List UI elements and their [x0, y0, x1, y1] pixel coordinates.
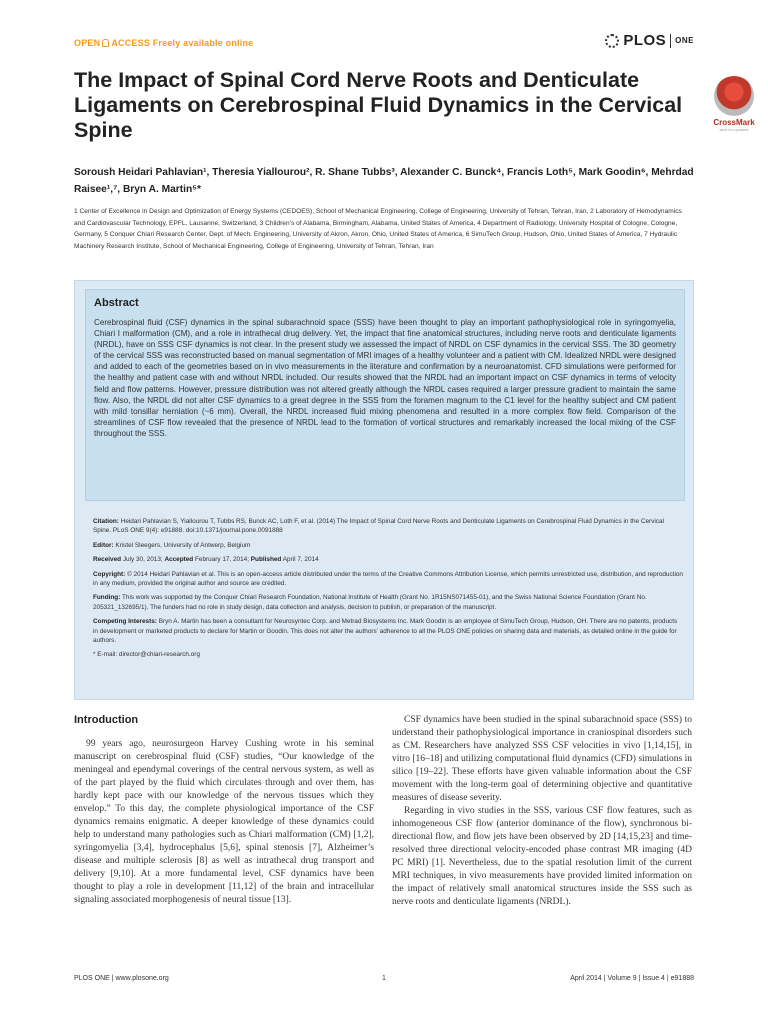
- funding: Funding: This work was supported by the Conquer Chiari Research Foundation, National Institute of Health (Grant No. 1R15NS071455-01), and the Swiss National Science Foundation (Grant No. 205321_132695/1). The funders had no role in study design, data collection and analysis, decision to publish, or preparation of the manuscript.: [93, 594, 647, 611]
- abstract-panel: [85, 289, 685, 501]
- page-number: 1: [382, 975, 386, 982]
- abstract-text: Cerebrospinal fluid (CSF) dynamics in the spinal subarachnoid space (SSS) have been thought to play an important pathophysiological role in syringomyelia, Chiari I malformation (CM), and a role in intrathecal drug delivery. Yet, the impact that fine anatomical structures, including nerve roots and denticulate ligaments (NRDL), have on SSS CSF dynamics is not clear. In the present study we assessed the impact of NRDL on CSF dynamics in the cervical SSS. The 3D geometry of the cervical SSS was reconstructed based on manual segmentation of MRI images of a healthy volunteer and a patient with CM. Idealized NRDL were designed and added to each of the geometries based on in vivo measurements in the literature and confirmation by a neuroanatomist. CFD simulations were performed for the healthy and patient case with and without NRDL included. Our results showed that the NRDL had an important impact on CSF dynamics in terms of velocity field and flow patterns. However, pressure distribution was not altered greatly although the NRDL cases required a larger pressure gradient to maintain the same flow. Also, the NRDL did not alter CSF dynamics to a great degree in the SSS from the foramen magnum to the C1 level for the healthy subject and CM patient with mild tonsillar herniation (~6 mm). Overall, the NRDL increased fluid mixing phenomena and resulted in a more complex flow field. Comparison of the streamlines of CSF flow revealed that the presence of NRDL lead to the formation of vortical structures and remarkably increased the local mixing of the CSF throughout the SSS.: [94, 318, 676, 438]
- open-lock-icon: [102, 39, 109, 47]
- plos-one-logo[interactable]: PLOS ONE: [605, 32, 694, 49]
- intro-paragraph: CSF dynamics have been studied in the spinal subarachnoid space (SSS) to understand their pathophysiological importance in craniospinal disorders such as CM. Researchers have analyzed SSS CSF velocities in vivo [1,14,15], in vitro [16–18] and utilizing computational fluid dynamics (CFD) simulations in silico [19–22]. These efforts have given valuable information about the CSF movement with the long-term goal of determining objective and quantitative measures of disease severity.: [392, 715, 692, 803]
- page-header: [74, 30, 694, 58]
- intro-right-column: [392, 714, 692, 909]
- contact-email[interactable]: * E-mail: director@chiari-research.org: [93, 651, 200, 659]
- dates: Received July 30, 2013; Accepted February 17, 2014; Published April 7, 2014: [93, 556, 319, 564]
- citation: Citation: Heidari Pahlavian S, Yiallourou T, Tubbs RS, Bunck AC, Loth F, et al. (2014) The Impact of Spinal Cord Nerve Roots and Denticulate Ligaments on Cerebrospinal Fluid Dynamics in the Cervical Spine. PLoS ONE 9(4): e91888. doi:10.1371/journal.pone.0091888: [93, 518, 664, 535]
- intro-paragraph: Regarding in vivo studies in the SSS, various CSF flow features, such as inhomogeneous CSF flow (anterior dominance of the flow), synchronous bi-directional flow, and flow jets have been observed by 2D [14,15,23] and time-resolved three directional velocity-encoded phase contrast MR imaging (4D PC MRI) [1]. Nevertheless, due to the spatial resolution limit of the current MRI techniques, in vivo measurements have provided limited information on the impact of relatively small anatomical structures inside the SSS such as nerve roots and denticulate ligaments (NRDL).: [392, 806, 692, 907]
- summary-box: [74, 280, 694, 700]
- editor: Editor: Kristel Sleegers, University of Antwerp, Belgium: [93, 541, 251, 549]
- crossmark-icon: [714, 76, 754, 116]
- affiliations: 1 Center of Excellence in Design and Optimization of Energy Systems (CEDOES), School of Mechanical Engineering, College of Engineering, University of Tehran, Tehran, Iran, 2 Laboratory of Hemodynamics and Cardiovascular Technology, EPFL, Lausanne, Switzerland, 3 Children’s of Alabama, Birmingham, Alabama, United States of America, 4 Department of Radiology, University Hospital of Cologne, Cologne, Germany, 5 Conquer Chiari Research Center, Dept. of Mech. Engineering, University of Akron, Akron, Ohio, United States of America, 6 SimuTech Group, Hudson, Ohio, United States of America, 7 Hydraulic Machinery Research Institute, School of Mechanical Engineering, College of Engineering, University of Tehran, Tehran, Iran: [74, 208, 682, 250]
- logo-divider: [670, 34, 671, 48]
- article-title: The Impact of Spinal Cord Nerve Roots and Denticulate Ligaments on Cerebrospinal Fluid Dynamics in the Cervical Spine: [74, 68, 683, 142]
- article-metadata: [93, 517, 683, 665]
- author-list: Soroush Heidari Pahlavian¹, Theresia Yiallourou², R. Shane Tubbs³, Alexander C. Bunck⁴, Francis Loth⁵, Mark Goodin⁶, Mehrdad Raisee¹,⁷, Bryn A. Martin⁵*: [74, 167, 694, 195]
- abstract-heading: Abstract: [94, 297, 139, 309]
- intro-paragraph: 99 years ago, neurosurgeon Harvey Cushing wrote in his seminal manuscript on cerebrospinal fluid (CSF) studies, “Our knowledge of the meningeal and ependymal coverings of the central nervous system, as well as of the part played by the fluid which circulates through and over them, has hardly kept pace with our knowledge of the nervous tissues which they envelop.” To this day, the complete physiological importance of the CSF dynamics remains enigmatic. A deeper knowledge of these dynamics could help to understand many pathologies such as Chiari malformation (CM) [1,2], syringomyelia [3,4], hydrocephalus [5,6], spinal stenosis [7], Alzheimer’s disease and multiple sclerosis [8] as well as intrathecal drug transport and delivery [9,10]. At a more fundamental level, CSF dynamics have been thought to play a role in development [11,12] of the brain and intracellular signaling associated morphogenesis of neural tissue [13].: [74, 739, 374, 905]
- crossmark-badge[interactable]: CrossMark click for updates: [708, 76, 760, 132]
- copyright: Copyright: © 2014 Heidari Pahlavian et al. This is an open-access article distributed under the terms of the Creative Commons Attribution License, which permits unrestricted use, distribution, and reproduction in any medium, provided the original author and source are credited.: [93, 570, 683, 588]
- competing-interests: Competing Interests: Bryn A. Martin has been a consultant for Neurosyntec Corp. and Metrad Biosystems Inc. Mark Goodin is an employee of SimuTech Group, Hudson, OH. There are no patents, products in development or marketed products to declare for Martin or Goodin. This does not alter the authors’ adherence to all the PLOS ONE policies on sharing data and materials, as detailed online in the guide for authors.: [93, 618, 678, 645]
- journal-website[interactable]: PLOS ONE | www.plosone.org: [74, 975, 169, 982]
- intro-left-column: [74, 738, 374, 907]
- plos-logo-icon: [605, 34, 619, 48]
- introduction-heading: Introduction: [74, 714, 139, 726]
- open-access-label: OPEN ACCESS Freely available online: [74, 38, 254, 48]
- issue-info: April 2014 | Volume 9 | Issue 4 | e91888: [570, 975, 694, 982]
